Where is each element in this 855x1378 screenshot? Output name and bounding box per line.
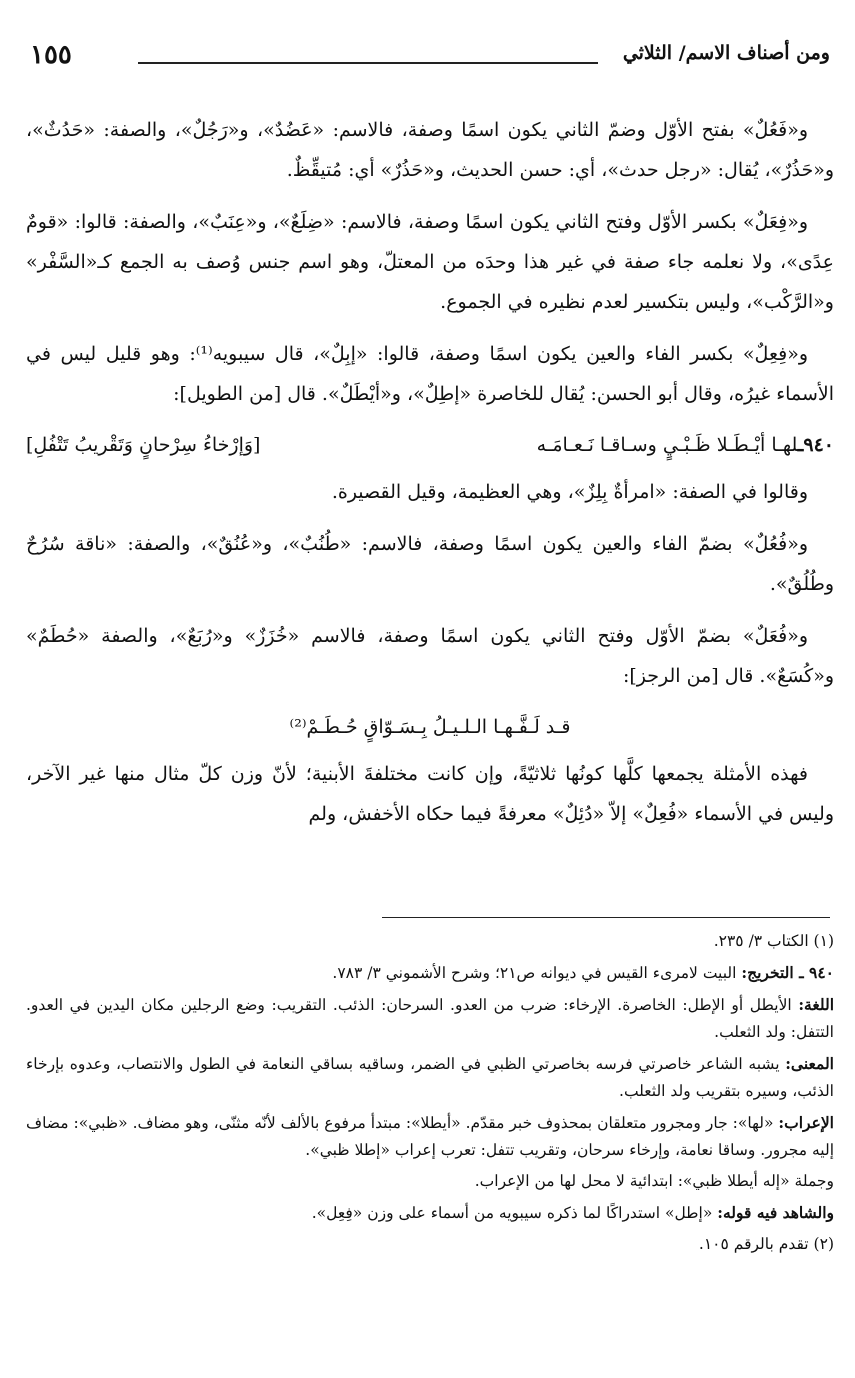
footnote-rule xyxy=(382,917,830,918)
paragraph-fiil: و«فِعِلٌ» بكسر الفاء والعين يكون اسمًا وصفة، قالوا: «إبِلٌ»، قال سيبويه⁽¹⁾: وهو قليل ليس في الأسماء غيرُه، وقال أبو الحسن: يُقال للخاصرة «إطِلٌ»، و«أيْطَلٌ». قال [من الطويل]: xyxy=(26,343,834,405)
page-number: ١٥٥ xyxy=(30,40,72,70)
verse-940-second-hemistich: [وَإرْخاءُ سِرْحانٍ وَتَقْريبُ تَتْفُلِ] xyxy=(26,434,261,456)
footnote-jumla: وجملة «إله أيطلا ظبي»: ابتدائية لا محل لها من الإعراب. xyxy=(474,1172,834,1190)
footnote-mana: المعنى: يشبه الشاعر خاصرتي فرسه بخاصرتي الظبي في الضمر، وساقيه بساقي النعامة في الطول والانتصاب، وعدوه بإرخاء الذئب، وسيره بتقريب ولد الثعلب. xyxy=(26,1054,834,1100)
footnotes xyxy=(26,928,834,1262)
footnote-940-takhrij: ٩٤٠ ـ التخريج: البيت لامرىء القيس في ديوانه ص٢١؛ وشرح الأشموني ٣/ ٧٨٣. xyxy=(332,963,834,982)
running-title: ومن أصناف الاسم/ الثلاثي xyxy=(622,42,830,64)
paragraph-fuaal: و«فُعَلٌ» بضمّ الأوّل وفتح الثاني يكون اسمًا وصفة، فالاسم «خُزَزٌ» و«رُبَعٌ»، والصفة «حُطَمٌ» و«كُسَعٌ». قال [من الرجز]: xyxy=(26,625,834,687)
page-header xyxy=(30,40,830,80)
verse-940 xyxy=(26,426,834,464)
paragraph-summary: فهذه الأمثلة يجمعها كلَّها كونُها ثلاثيّةً، وإن كانت مختلفةَ الأبنية؛ لأنّ وزن كلّ مثال منها غير الآخر، وليس في الأسماء «فُعِلٌ» إلاّ «دُئِلٌ» معرفةً فيما حكاه الأخفش، ولم xyxy=(26,763,834,825)
main-text xyxy=(26,110,834,846)
footnote-irab: الإعراب: «لها»: جار ومجرور متعلقان بمحذوف خبر مقدّم. «أيطلا»: مبتدأ مرفوع بالألف لأنّه مثنّى، وهو مضاف. «ظبي»: مضاف إليه مجرور. وساقا نعامة، وإرخاء سرحان، وتقريب تتفل: تعرب إعراب «إطلا ظبي». xyxy=(26,1113,834,1159)
rajaz-verse: قـد لَـفَّـهـا الـلـيـلُ بِـسَـوّاقٍ حُـطَـمْ⁽²⁾ xyxy=(289,716,571,738)
footnote-shahid: والشاهد فيه قوله: «إطل» استدراكًا لما ذكره سيبويه من أسماء على وزن «فِعِل». xyxy=(311,1203,834,1222)
verse-940-first-hemistich: ٩٤٠ـلهـا أيْـطَـلا ظَـبْـيٍ وسـاقـا نَـعـامَـه xyxy=(536,434,834,456)
header-rule xyxy=(138,62,598,64)
footnote-1: (١) الكتاب ٣/ ٢٣٥. xyxy=(713,932,834,950)
paragraph-adjective: وقالوا في الصفة: «امرأةٌ بِلِزٌ»، وهي العظيمة، وقيل القصيرة. xyxy=(331,481,808,503)
footnote-lugha: اللغة: الأيطل أو الإطل: الخاصرة. الإرخاء: ضرب من العدو. السرحان: الذئب. التقريب: وضع الرجلين مكان اليدين في العدو. التتفل: ولد الثعلب. xyxy=(26,995,834,1041)
footnote-2: (٢) تقدم بالرقم ١٠٥. xyxy=(698,1235,834,1253)
verse-number: ٩٤٠ـ xyxy=(797,434,834,456)
paragraph-faul: و«فَعُلٌ» بفتح الأوّل وضمّ الثاني يكون اسمًا وصفة، فالاسم: «عَضُدٌ»، و«رَجُلٌ»، والصفة: «حَدُثٌ»، و«حَذُرٌ»، يُقال: «رجل حدث»، أي: حسن الحديث، و«حَذُرٌ» أي: مُتيقِّظٌ. xyxy=(26,119,834,181)
paragraph-fuul: و«فُعُلٌ» بضمّ الفاء والعين يكون اسمًا وصفة، فالاسم: «طُنُبٌ»، و«عُنُقٌ»، والصفة: «ناقة سُرُحٌ وطُلُقٌ». xyxy=(26,533,834,595)
paragraph-fial: و«فِعَلٌ» بكسر الأوّل وفتح الثاني يكون اسمًا وصفة، فالاسم: «ضِلَعٌ»، و«عِنَبٌ»، والصفة: قالوا: «قومٌ عِدًى»، ولا نعلمه جاء صفة في غير هذا وحدَه من المعتلّ، وهو اسم جنس وُصف به الجمع كـ«السَّفْر» و«الرَّكْب»، وليس بتكسير لعدم نظيره في الجموع. xyxy=(26,211,834,313)
